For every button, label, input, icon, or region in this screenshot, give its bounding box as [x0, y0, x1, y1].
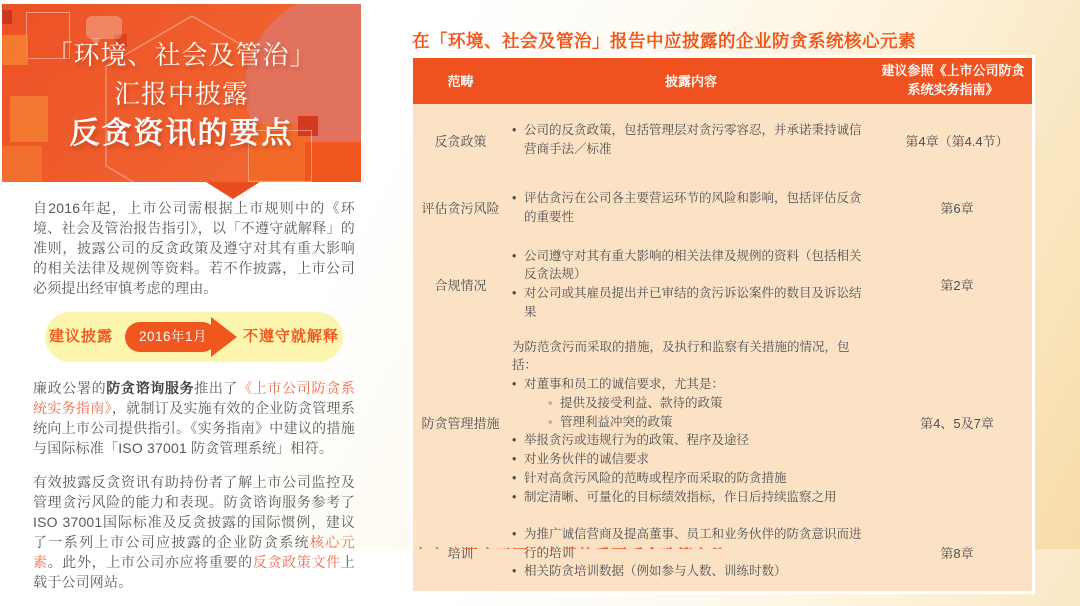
- table-section-title: 在「环境、社会及管治」报告中应披露的企业防贪系统核心元素: [412, 31, 916, 51]
- core-elements-highlight: 核心元素: [33, 534, 355, 570]
- content-line: 对公司或其雇员提出并已审结的贪污诉讼案件的数目及诉讼结果: [524, 286, 862, 319]
- content-line: 对董事和员工的诚信要求，尤其是：: [524, 377, 725, 392]
- table-row: [413, 330, 1032, 515]
- table-header-row: [413, 58, 1032, 104]
- content-line: 相关防贪培训数据（例如参与人数、训练时数）: [524, 564, 787, 579]
- table-row: [413, 104, 1032, 177]
- content-line: 为防范贪污而采取的措施，及执行和监察有关措施的情况，包括：: [512, 339, 850, 373]
- row-reference: 第4章（第4.4节）: [905, 133, 1009, 149]
- page-title-line2: 汇报中披露: [113, 79, 249, 109]
- p3-text: 有效披露反贪资讯有助持份者了解上市公司监控及管理贪污风险的能力和表现。防贪谘询服务参考了ISO 37001国际标准及反贪披露的国际惯例，建议了一系列上市公司应披露的企业防贪系统: [33, 474, 355, 550]
- bullet-icon: •: [512, 377, 517, 392]
- left-header-banner: [2, 4, 361, 182]
- row-disclosure-content: [508, 514, 882, 591]
- row-category: 评估贪污风险: [421, 201, 500, 217]
- bullet-icon: ◦: [548, 395, 553, 410]
- bullet-icon: •: [512, 452, 517, 467]
- table-body: [413, 104, 1032, 592]
- table-row: [413, 177, 1032, 239]
- policy-doc-highlight: 反贪政策文件: [252, 554, 341, 570]
- bullet-icon: •: [512, 190, 517, 205]
- content-line: 为推广诚信营商及提高董事、员工和业务伙伴的防贪意识而进行的培训: [524, 526, 862, 560]
- badge-date-arrow: [125, 317, 237, 357]
- p2-text: 推出了: [194, 380, 239, 396]
- table-row: [413, 514, 1032, 591]
- content-line: 管理利益冲突的政策: [560, 414, 673, 429]
- content-line: 公司的反贪政策，包括管理层对贪污零容忍，并承诺秉持诚信营商手法／标准: [524, 123, 862, 157]
- intro-paragraph-1: 自2016年起，上市公司需根据上市规则中的《环境、社会及管治报告指引》，以「不遵守就解释」的准则，披露公司的反贪政策及遵守对其有重大影响的相关法律及规例等资料。若不作披露，上市公司必须提出经审慎考虑的理由。: [33, 200, 355, 296]
- row-disclosure-content: [508, 239, 882, 330]
- badge-date: 2016年1月: [125, 322, 217, 352]
- bullet-icon: •: [512, 286, 517, 301]
- bullet-icon: •: [512, 123, 517, 138]
- content-line: 公司遵守对其有重大影响的相关法律及规例的资料（包括相关反贪法规）: [524, 248, 862, 282]
- page-title-line1: 「环境、社会及管治」: [46, 40, 317, 70]
- p3-text: 上载于公司网站。: [33, 554, 355, 590]
- p2-text: 廉政公署的: [33, 380, 107, 396]
- banner-tail-pointer: [206, 182, 260, 199]
- row-reference: 第2章: [940, 277, 974, 293]
- bullet-icon: ◦: [548, 414, 553, 429]
- p3-text: 。此外，上市公司亦应将重要的: [47, 554, 253, 570]
- header-category: 范畴: [447, 74, 474, 90]
- row-category: 合规情况: [434, 277, 487, 293]
- header-disclosure-content: 披露内容: [664, 74, 717, 90]
- badge-note: 不遵守就解释: [243, 328, 340, 345]
- page-title: [2, 36, 361, 155]
- content-line: 评估贪污在公司各主要营运环节的风险和影响，包括评估反贪的重要性: [524, 190, 862, 224]
- row-reference: 第8章: [940, 546, 974, 562]
- content-line: 针对高贪污风险的范畴或程序而采取的防贪措施: [524, 470, 787, 485]
- intro-paragraph-2: [33, 378, 355, 458]
- bullet-icon: •: [512, 433, 517, 448]
- guide-title-highlight: 《上市公司防贪系统实务指南》: [33, 380, 355, 416]
- next-section-heading-clipped: [413, 543, 913, 549]
- bullet-icon: •: [512, 489, 517, 504]
- decor-square: [2, 10, 12, 24]
- row-disclosure-content: [508, 104, 882, 177]
- p2-text: ，就制订及实施有效的企业防贪管理系统向上市公司提供指引。《实务指南》中建议的措施与国际标准「ISO 37001 防贪管理系统」相符。: [33, 400, 355, 456]
- content-line: 对业务伙伴的诚信要求: [524, 452, 650, 467]
- row-category: 防贪管理措施: [421, 415, 500, 431]
- bullet-icon: •: [512, 564, 517, 579]
- content-line: 举报贪污或违规行为的政策、程序及途径: [524, 433, 750, 448]
- bullet-icon: •: [512, 470, 517, 485]
- row-category: 反贪政策: [434, 133, 487, 149]
- header-reference-guide: 建议参照《上市公司防贪系统实务指南》: [881, 63, 1025, 97]
- row-category: 培训: [447, 546, 474, 562]
- content-line: 制定清晰、可量化的目标绩效指标，作日后持续监察之用: [524, 489, 837, 504]
- disclosure-timeline-badge: [45, 312, 343, 362]
- bullet-icon: •: [512, 526, 517, 541]
- table-row: [413, 239, 1032, 330]
- content-line: 提供及接受利益、款待的政策: [560, 395, 723, 410]
- row-reference: 第6章: [940, 201, 974, 217]
- intro-paragraph-3: [33, 472, 355, 592]
- row-reference: 第4、5及7章: [920, 415, 994, 431]
- bullet-icon: •: [512, 248, 517, 263]
- p2-bold-text: 防贪谘询服务: [106, 380, 195, 396]
- intro-column: [33, 198, 355, 606]
- badge-label: 建议披露: [48, 328, 113, 345]
- disclosure-table: [410, 55, 1035, 594]
- row-disclosure-content: [508, 330, 882, 515]
- row-disclosure-content: [508, 177, 882, 239]
- page-title-line3: 反贪资讯的要点: [69, 117, 294, 150]
